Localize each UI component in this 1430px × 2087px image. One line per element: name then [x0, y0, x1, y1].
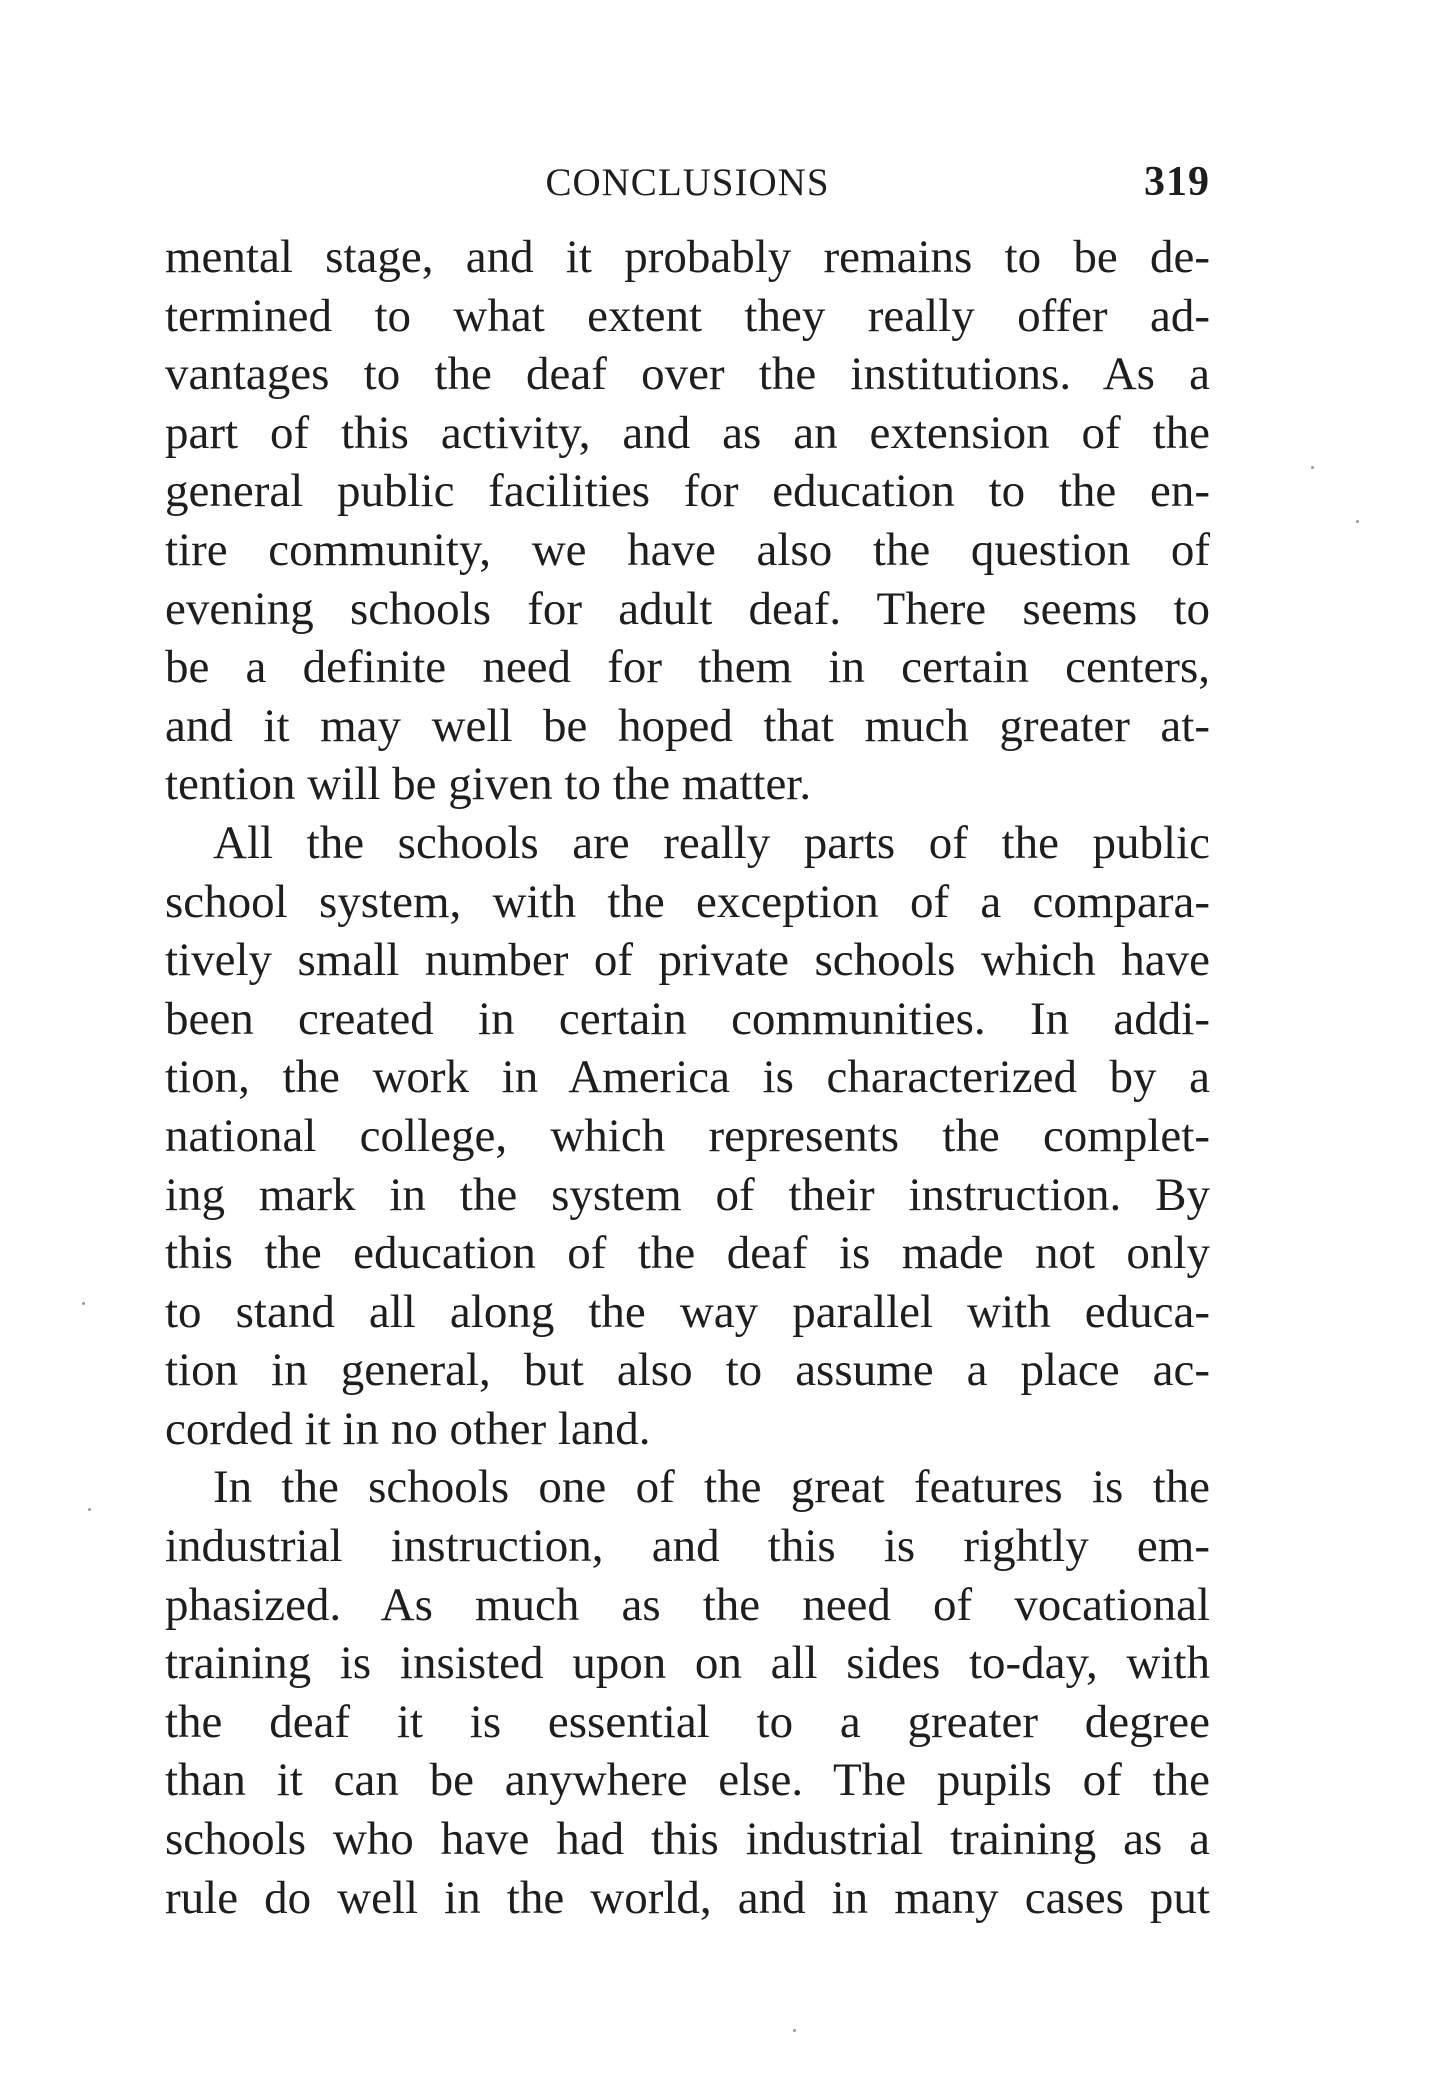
text-line: national college, which represents the complet-: [165, 1109, 1210, 1162]
scan-speck: [1311, 466, 1314, 469]
text-line: training is insisted upon on all sides to-day, with: [165, 1637, 1210, 1690]
text-line: tire community, we have also the question of: [165, 523, 1210, 576]
scan-speck: [82, 1302, 85, 1305]
book-page: [165, 150, 1210, 1927]
text-line: tention will be given to the matter.: [165, 758, 812, 811]
text-line: school system, with the exception of a compara-: [165, 875, 1210, 928]
scan-speck: [1356, 520, 1359, 523]
body-text: [165, 228, 1210, 1927]
paragraph-3: [165, 1458, 1210, 1927]
running-head: [165, 150, 1210, 210]
text-line: part of this activity, and as an extension of the: [165, 406, 1210, 459]
text-line: than it can be anywhere else. The pupils of the: [165, 1754, 1210, 1807]
text-line: be a definite need for them in certain centers,: [165, 641, 1210, 694]
text-line: ing mark in the system of their instruction. By: [165, 1168, 1210, 1221]
text-line: mental stage, and it probably remains to be de-: [165, 231, 1210, 283]
text-line: to stand all along the way parallel with educa-: [165, 1285, 1210, 1338]
text-line: phasized. As much as the need of vocational: [165, 1578, 1210, 1631]
text-line: the deaf it is essential to a greater degree: [165, 1695, 1210, 1748]
paragraph-1: [165, 228, 1210, 814]
text-line: and it may well be hoped that much greater at-: [165, 699, 1210, 752]
text-line: this the education of the deaf is made not only: [165, 1227, 1210, 1280]
text-line: been created in certain communities. In addi-: [165, 992, 1210, 1045]
text-line: termined to what extent they really offer ad-: [165, 289, 1210, 342]
text-line: vantages to the deaf over the institutions. As a: [165, 348, 1210, 401]
text-line: general public facilities for education to the en-: [165, 465, 1210, 518]
scan-speck: [793, 2029, 796, 2032]
text-line: All the schools are really parts of the public: [213, 816, 1210, 869]
text-line: industrial instruction, and this is rightly em-: [165, 1520, 1210, 1573]
scan-speck: [88, 1508, 91, 1511]
text-line: evening schools for adult deaf. There seems to: [165, 582, 1210, 635]
paragraph-2: [165, 814, 1210, 1459]
page-number: 319: [1144, 159, 1210, 205]
text-line: In the schools one of the great features is the: [213, 1461, 1210, 1514]
text-line: tion, the work in America is characterized by a: [165, 1051, 1210, 1104]
text-line: rule do well in the world, and in many cases put: [165, 1871, 1210, 1924]
chapter-title: CONCLUSIONS: [545, 161, 830, 204]
text-line: tively small number of private schools which have: [165, 934, 1210, 987]
text-line: tion in general, but also to assume a place ac-: [165, 1344, 1210, 1397]
text-line: corded it in no other land.: [165, 1402, 651, 1455]
text-line: schools who have had this industrial training as a: [165, 1813, 1210, 1866]
